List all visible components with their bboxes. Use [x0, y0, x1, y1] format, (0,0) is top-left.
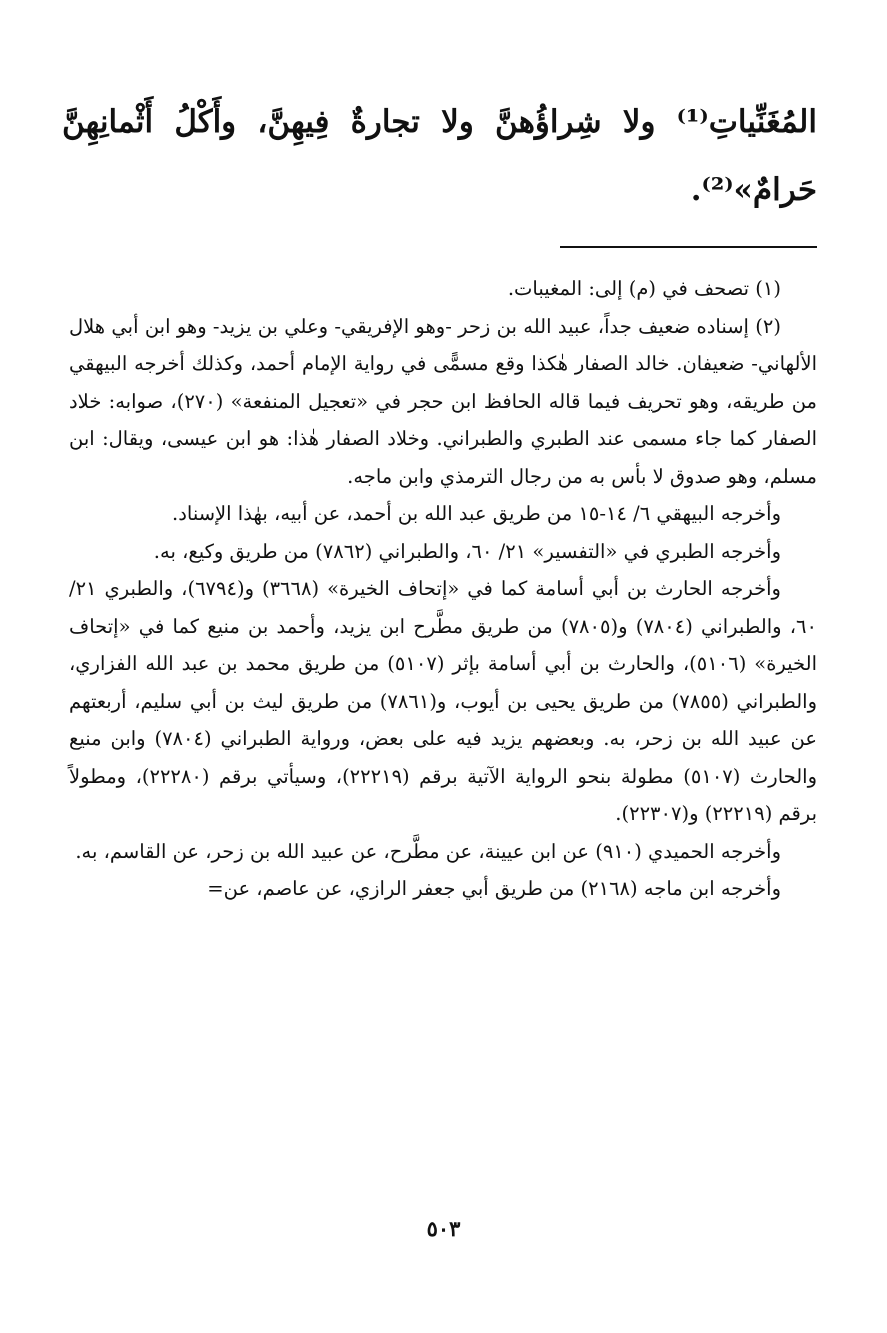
footnote-separator	[560, 246, 817, 248]
hadith-text: المُغَنِّياتِ⁽¹⁾ ولا شِراؤُهنَّ ولا تجارةٌ فِيهِنَّ، وأَكْلُ أَثْمانِهِنَّ حَرامٌ»⁽²⁾.	[62, 104, 817, 208]
footnote-paragraph: (٢) إسناده ضعيف جداً، عبيد الله بن زحر -وهو الإفريقي- وعلي بن يزيد- وهو ابن أبي هلال الألهاني- ضعيفان. خالد الصفار هٰكذا وقع مسمًّى في رواية الإمام أحمد، وكذلك أخرجه البيهقي من طريقه، وهو تحريف فيما قاله الحافظ ابن حجر في «تعجيل المنفعة» (٢٧٠)، صوابه: خلاد الصفار كما جاء مسمى عند الطبري والطبراني. وخلاد الصفار هٰذا: هو ابن عيسى، ويقال: ابن مسلم، وهو صدوق لا بأس به من رجال الترمذي وابن ماجه.	[69, 314, 817, 488]
footnote-paragraph: وأخرجه ابن ماجه (٢١٦٨) من طريق أبي جعفر الرازي، عن عاصم، عن=	[207, 877, 781, 900]
footnotes	[69, 270, 817, 908]
footnote-paragraph: وأخرجه الحارث بن أبي أسامة كما في «إتحاف الخيرة» (٣٦٦٨) و(٦٧٩٤)، والطبري ٢١/ ٦٠، والطبراني (٧٨٠٤) و(٧٨٠٥) من طريق مطَّرح ابن يزيد، وأحمد بن منيع كما في «إتحاف الخيرة» (٥١٠٦)، والحارث بن أبي أسامة بإثر (٥١٠٧) من طريق محمد بن عبد الله الفزاري، والطبراني (٧٨٥٥) من طريق يحيى بن أيوب، و(٧٨٦١) من طريق ليث بن أبي سليم، أربعتهم عن عبيد الله بن زحر، به. وبعضهم يزيد فيه على بعض، ورواية الطبراني (٧٨٠٤) وابن منيع والحارث (٥١٠٧) مطولة بنحو الرواية الآتية برقم (٢٢٢١٩)، وسيأتي برقم (٢٢٢٨٠)، ومطولاً برقم (٢٢٢١٩) و(٢٢٣٠٧).	[69, 577, 818, 825]
footnote-paragraph: وأخرجه الطبري في «التفسير» ٢١/ ٦٠، والطبراني (٧٨٦٢) من طريق وكيع، به.	[153, 539, 781, 563]
page-number: ٥٠٣	[426, 1216, 461, 1241]
footnote-paragraph: وأخرجه الحميدي (٩١٠) عن ابن عيينة، عن مطَّرح، عن عبيد الله بن زحر، عن القاسم، به.	[75, 839, 781, 863]
footnote-paragraph: (١) تصحف في (م) إلى: المغيبات.	[507, 277, 781, 300]
footnote-paragraph: وأخرجه البيهقي ٦/ ١٤-١٥ من طريق عبد الله بن أحمد، عن أبيه، بهٰذا الإسناد.	[172, 502, 781, 525]
